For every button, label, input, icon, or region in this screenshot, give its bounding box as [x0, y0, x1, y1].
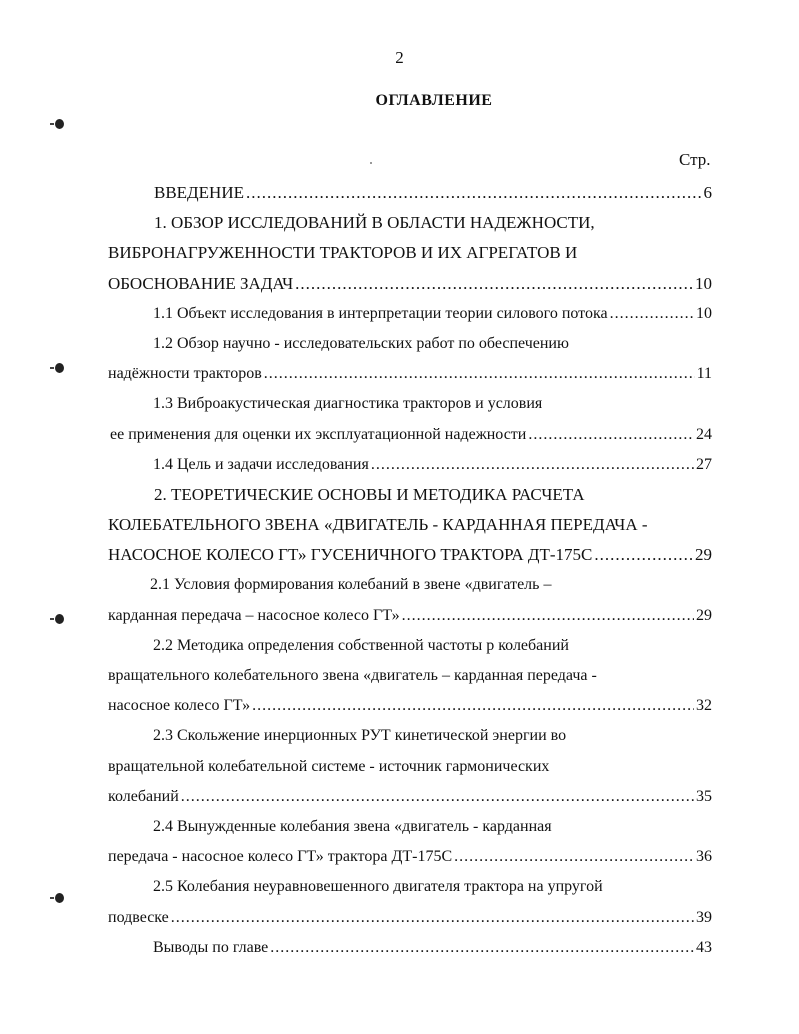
toc-entry-text: 2.3 Скольжение инерционных РУТ кинетической энергии во	[153, 727, 567, 745]
toc-entry	[108, 872, 712, 902]
toc-entry-text: 2. ТЕОРЕТИЧЕСКИЕ ОСНОВЫ И МЕТОДИКА РАСЧЕТА	[154, 484, 585, 504]
dot-leader	[171, 903, 694, 933]
pages-column-header: Стр.	[679, 150, 711, 169]
toc-entry	[108, 359, 712, 389]
toc-entry-page: 10	[695, 273, 712, 293]
toc-entry-text: 2.1 Условия формирования колебаний в звене «двигатель –	[150, 576, 552, 594]
toc-entry-text: 1.4 Цель и задачи исследования	[153, 455, 369, 473]
toc-entry-page: 24	[696, 425, 712, 443]
toc-entry	[108, 480, 712, 510]
toc-entry-text: 1.3 Виброакустическая диагностика тракторов и условия	[153, 395, 543, 413]
toc-entry-text: вращательного колебательного звена «двигатель – карданная передача -	[108, 667, 597, 684]
scan-speck	[370, 162, 372, 164]
toc-entry-text: насосное колесо ГТ»	[108, 697, 251, 715]
toc-entry	[108, 782, 712, 812]
dot-leader	[252, 691, 694, 721]
toc-entry-page: 6	[703, 183, 712, 202]
toc-entry	[108, 510, 712, 540]
toc-entry	[108, 389, 712, 419]
punch-hole-mark	[55, 363, 64, 373]
toc-entry	[108, 208, 712, 238]
toc-entry-text: ВИБРОНАГРУЖЕННОСТИ ТРАКТОРОВ И ИХ АГРЕГАТОВ И	[108, 243, 578, 263]
toc-entry	[108, 420, 712, 450]
toc-entry-text: 1. ОБЗОР ИССЛЕДОВАНИЙ В ОБЛАСТИ НАДЕЖНОСТИ,	[154, 213, 595, 233]
toc-entry	[108, 752, 712, 782]
toc-entry-text: ее применения для оценки их эксплуатационной надежности	[110, 425, 527, 443]
toc-entry-text: карданная передача – насосное колесо ГТ»	[108, 606, 400, 624]
toc-entry	[108, 238, 712, 268]
dot-leader	[454, 842, 694, 872]
dot-leader	[270, 933, 694, 963]
page-title: ОГЛАВЛЕНИЕ	[375, 92, 493, 109]
toc-entry	[108, 540, 712, 570]
dot-leader	[594, 540, 693, 570]
dot-leader	[610, 299, 694, 329]
toc-entry	[108, 329, 712, 359]
toc-entry	[108, 661, 712, 691]
toc-entry-text: 2.4 Вынужденные колебания звена «двигатель - карданная	[153, 817, 552, 835]
dot-leader	[246, 178, 702, 208]
punch-hole-mark	[55, 614, 64, 624]
dot-leader	[264, 359, 695, 389]
toc-entry-page: 32	[696, 697, 712, 715]
toc-entry	[108, 299, 712, 329]
toc-entry	[108, 812, 712, 842]
dot-leader	[371, 450, 694, 480]
toc-entry-text: 1.2 Обзор научно - исследовательских работ по обеспечению	[153, 334, 569, 352]
dot-leader	[181, 782, 694, 812]
toc-entry-text: колебаний	[108, 787, 179, 805]
toc-entry-text: ОБОСНОВАНИЕ ЗАДАЧ	[108, 273, 294, 293]
toc-entry-text: НАСОСНОЕ КОЛЕСО ГТ» ГУСЕНИЧНОГО ТРАКТОРА ДТ-175С	[108, 545, 593, 565]
toc-entry-text: подвеске	[108, 908, 169, 926]
toc-entry-text: 2.5 Колебания неуравновешенного двигателя трактора на упругой	[153, 878, 603, 896]
toc-entry	[108, 721, 712, 751]
toc-entry-page: 36	[696, 848, 712, 866]
toc-entry	[108, 178, 712, 208]
toc-entry	[108, 933, 712, 963]
toc-entry	[108, 450, 712, 480]
toc-entry-page: 35	[696, 787, 712, 805]
toc-entry	[108, 631, 712, 661]
toc-entry	[108, 269, 712, 299]
toc-entry	[108, 691, 712, 721]
toc-entry-page: 43	[696, 938, 712, 956]
punch-hole-mark	[55, 119, 64, 129]
toc-entry-text: 1.1 Объект исследования в интерпретации теории силового потока	[153, 304, 608, 322]
toc-entry-text: надёжности тракторов	[108, 365, 262, 383]
table-of-contents	[108, 178, 712, 963]
dot-leader	[528, 420, 694, 450]
toc-entry-text: вращательной колебательной системе - источник гармонических	[108, 757, 550, 775]
punch-hole-mark	[55, 893, 64, 903]
toc-entry-page: 11	[696, 365, 712, 383]
toc-entry-page: 10	[696, 304, 712, 322]
toc-entry	[108, 570, 712, 600]
toc-entry-page: 39	[696, 908, 712, 926]
toc-entry	[108, 601, 712, 631]
toc-entry-text: Выводы по главе	[153, 938, 269, 956]
toc-entry-text: передача - насосное колесо ГТ» трактора ДТ-175С	[108, 848, 453, 866]
toc-entry	[108, 842, 712, 872]
toc-entry-text: КОЛЕБАТЕЛЬНОГО ЗВЕНА «ДВИГАТЕЛЬ - КАРДАННАЯ ПЕРЕДАЧА -	[108, 515, 648, 535]
page-number: 2	[395, 48, 404, 67]
dot-leader	[295, 269, 693, 299]
toc-entry-page: 27	[696, 455, 712, 473]
toc-entry-page: 29	[696, 606, 712, 624]
toc-entry	[108, 903, 712, 933]
toc-entry-text: ВВЕДЕНИЕ	[154, 183, 244, 202]
dot-leader	[402, 601, 694, 631]
toc-entry-page: 29	[695, 545, 712, 565]
toc-entry-text: 2.2 Методика определения собственной частоты р колебаний	[153, 636, 569, 654]
